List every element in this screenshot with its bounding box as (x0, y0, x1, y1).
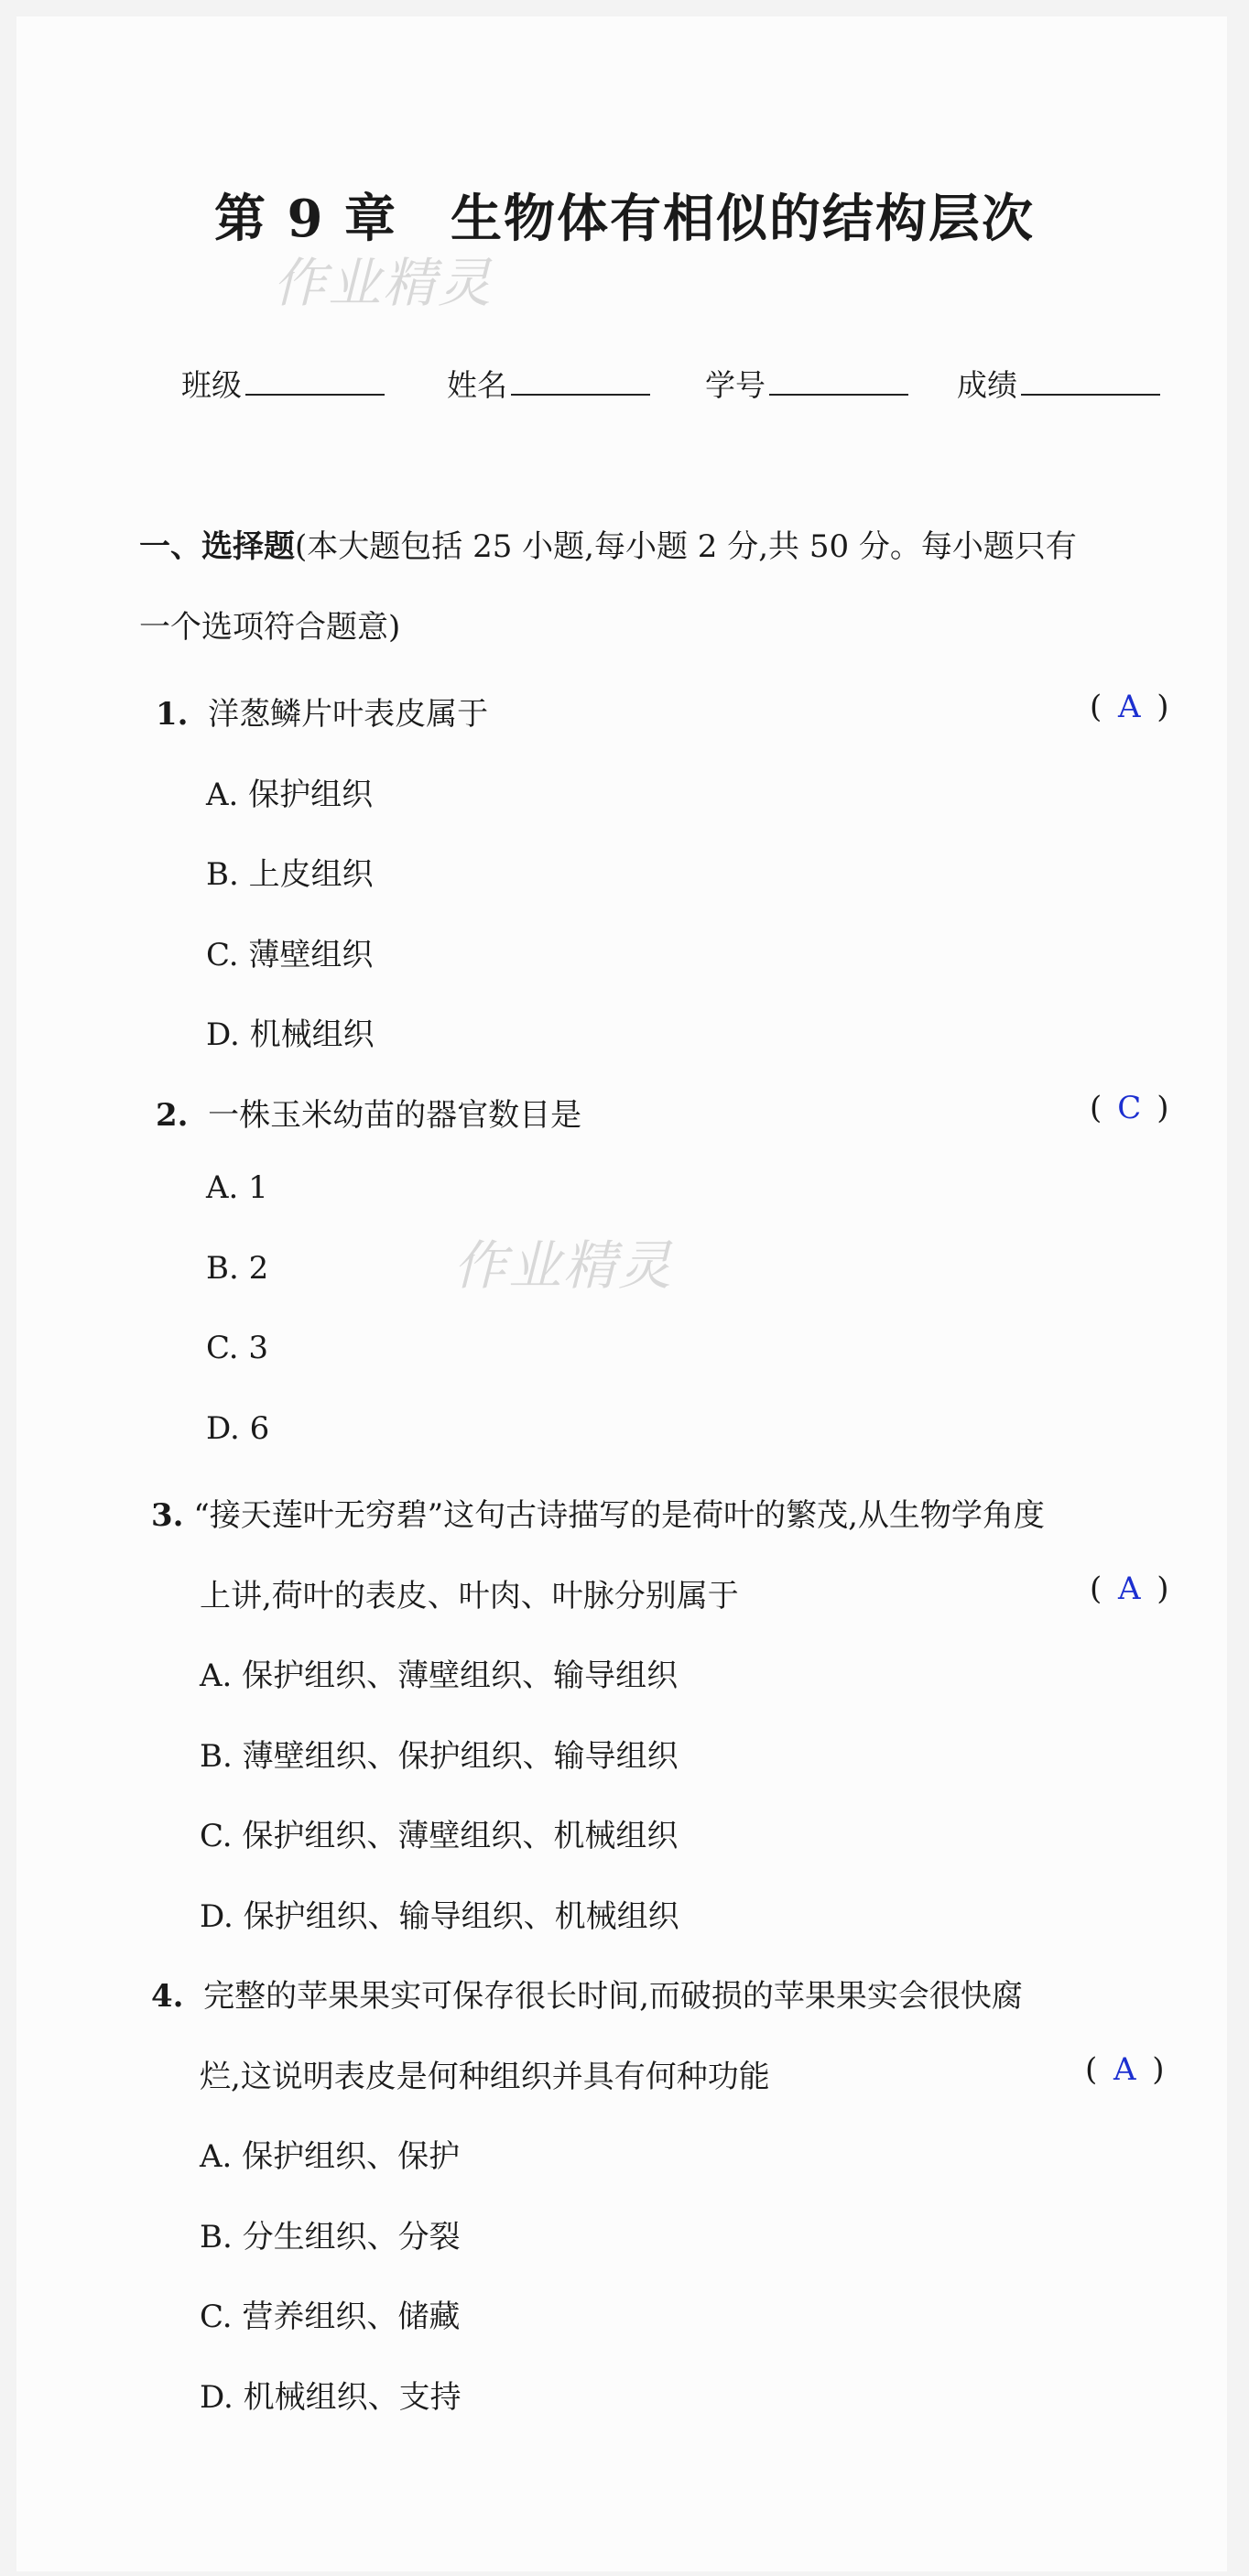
question-3-option-b: B. 薄壁组织、保护组织、输导组织 (200, 1738, 679, 1775)
question-3-answer: ( A ) (1090, 1571, 1169, 1607)
question-1-stem: 1. 洋葱鳞片叶表皮属于 (156, 696, 489, 733)
section-instruction-line2: 一个选项符合题意) (139, 609, 401, 646)
class-label: 班级 (181, 367, 242, 403)
question-2-option-a: A. 1 (206, 1169, 268, 1206)
question-2-option-d: D. 6 (206, 1410, 270, 1447)
question-2-stem: 2. 一株玉米幼苗的器官数目是 (156, 1097, 582, 1134)
score-field[interactable] (957, 362, 1160, 405)
id-label: 学号 (705, 367, 766, 403)
section-heading: 一、选择题 (139, 528, 295, 565)
question-4-option-d: D. 机械组织、支持 (200, 2379, 462, 2416)
class-blank[interactable] (245, 366, 385, 396)
question-4-option-a: A. 保护组织、保护 (200, 2138, 461, 2175)
name-blank[interactable] (511, 366, 650, 396)
class-field[interactable] (181, 362, 385, 405)
id-blank[interactable] (769, 366, 908, 396)
name-label: 姓名 (447, 367, 507, 403)
question-3-option-c: C. 保护组织、薄壁组织、机械组织 (200, 1818, 679, 1854)
question-2-option-b: B. 2 (206, 1250, 269, 1287)
page-title: 第 9 章 生物体有相似的结构层次 (214, 189, 1035, 249)
question-1-option-a: A. 保护组织 (206, 777, 374, 813)
question-1-answer: ( A ) (1090, 689, 1169, 725)
question-1-option-d: D. 机械组织 (206, 1016, 375, 1053)
score-label: 成绩 (957, 367, 1017, 403)
question-4-answer: ( A ) (1085, 2051, 1165, 2088)
question-1-option-c: C. 薄壁组织 (206, 937, 374, 973)
question-3-option-a: A. 保护组织、薄壁组织、输导组织 (200, 1658, 679, 1694)
watermark-top: 作业精灵 (273, 252, 494, 314)
question-3-stem-line1: 3. “接天莲叶无穷碧”这句古诗描写的是荷叶的繁茂,从生物学角度 (151, 1497, 1045, 1534)
score-blank[interactable] (1021, 366, 1160, 396)
question-3-option-d: D. 保护组织、输导组织、机械组织 (200, 1898, 679, 1935)
question-2-answer: ( C ) (1090, 1090, 1169, 1126)
question-3-stem-line2: 上讲,荷叶的表皮、叶肉、叶脉分别属于 (200, 1578, 739, 1614)
id-field[interactable] (705, 362, 908, 405)
section-header (139, 506, 1201, 668)
name-field[interactable] (447, 362, 650, 405)
question-4-stem-line2: 烂,这说明表皮是何种组织并具有何种功能 (200, 2059, 770, 2095)
question-4-option-b: B. 分生组织、分裂 (200, 2219, 461, 2255)
question-1-option-b: B. 上皮组织 (206, 856, 374, 893)
question-2-option-c: C. 3 (206, 1330, 269, 1366)
section-instruction-line1: (本大题包括 25 小题,每小题 2 分,共 50 分。每小题只有 (295, 528, 1077, 565)
watermark-middle: 作业精灵 (453, 1234, 674, 1297)
question-4-option-c: C. 营养组织、储藏 (200, 2299, 461, 2335)
question-4-stem-line1: 4. 完整的苹果果实可保存很长时间,而破损的苹果果实会很快腐 (151, 1978, 1023, 2015)
